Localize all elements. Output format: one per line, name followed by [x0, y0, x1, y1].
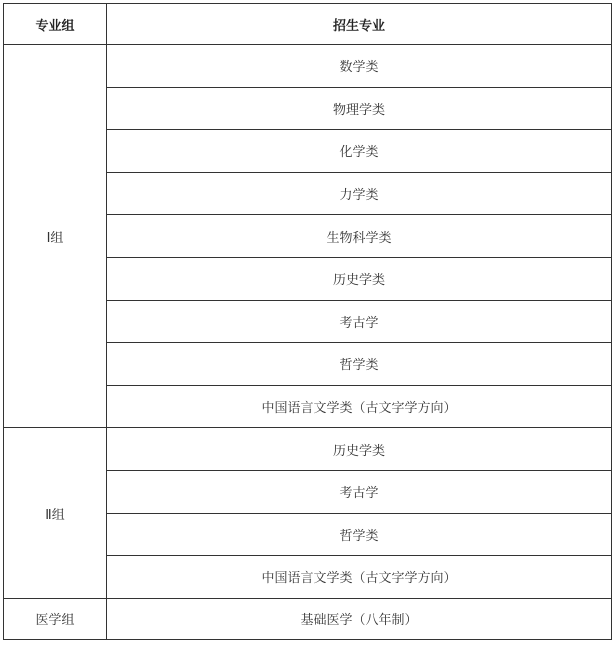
major-cell: 考古学	[107, 300, 612, 343]
major-cell: 化学类	[107, 130, 612, 173]
major-cell: 物理学类	[107, 87, 612, 130]
header-group: 专业组	[4, 4, 107, 45]
major-cell: 数学类	[107, 45, 612, 88]
admission-majors-table	[3, 3, 612, 640]
major-cell: 哲学类	[107, 513, 612, 556]
group-cell-3: 医学组	[4, 598, 107, 639]
major-cell: 历史学类	[107, 428, 612, 471]
table-row	[4, 428, 612, 471]
table-row	[4, 45, 612, 88]
major-cell: 考古学	[107, 470, 612, 513]
major-cell: 力学类	[107, 172, 612, 215]
header-majors: 招生专业	[107, 4, 612, 45]
table-row	[4, 598, 612, 639]
major-cell: 哲学类	[107, 343, 612, 386]
group-cell-1: Ⅰ组	[4, 45, 107, 428]
major-cell: 基础医学（八年制）	[107, 598, 612, 639]
group-cell-2: Ⅱ组	[4, 428, 107, 598]
major-cell: 历史学类	[107, 257, 612, 300]
major-cell: 中国语言文学类（古文字学方向）	[107, 556, 612, 599]
major-cell: 中国语言文学类（古文字学方向）	[107, 385, 612, 428]
header-row	[4, 4, 612, 45]
major-cell: 生物科学类	[107, 215, 612, 258]
